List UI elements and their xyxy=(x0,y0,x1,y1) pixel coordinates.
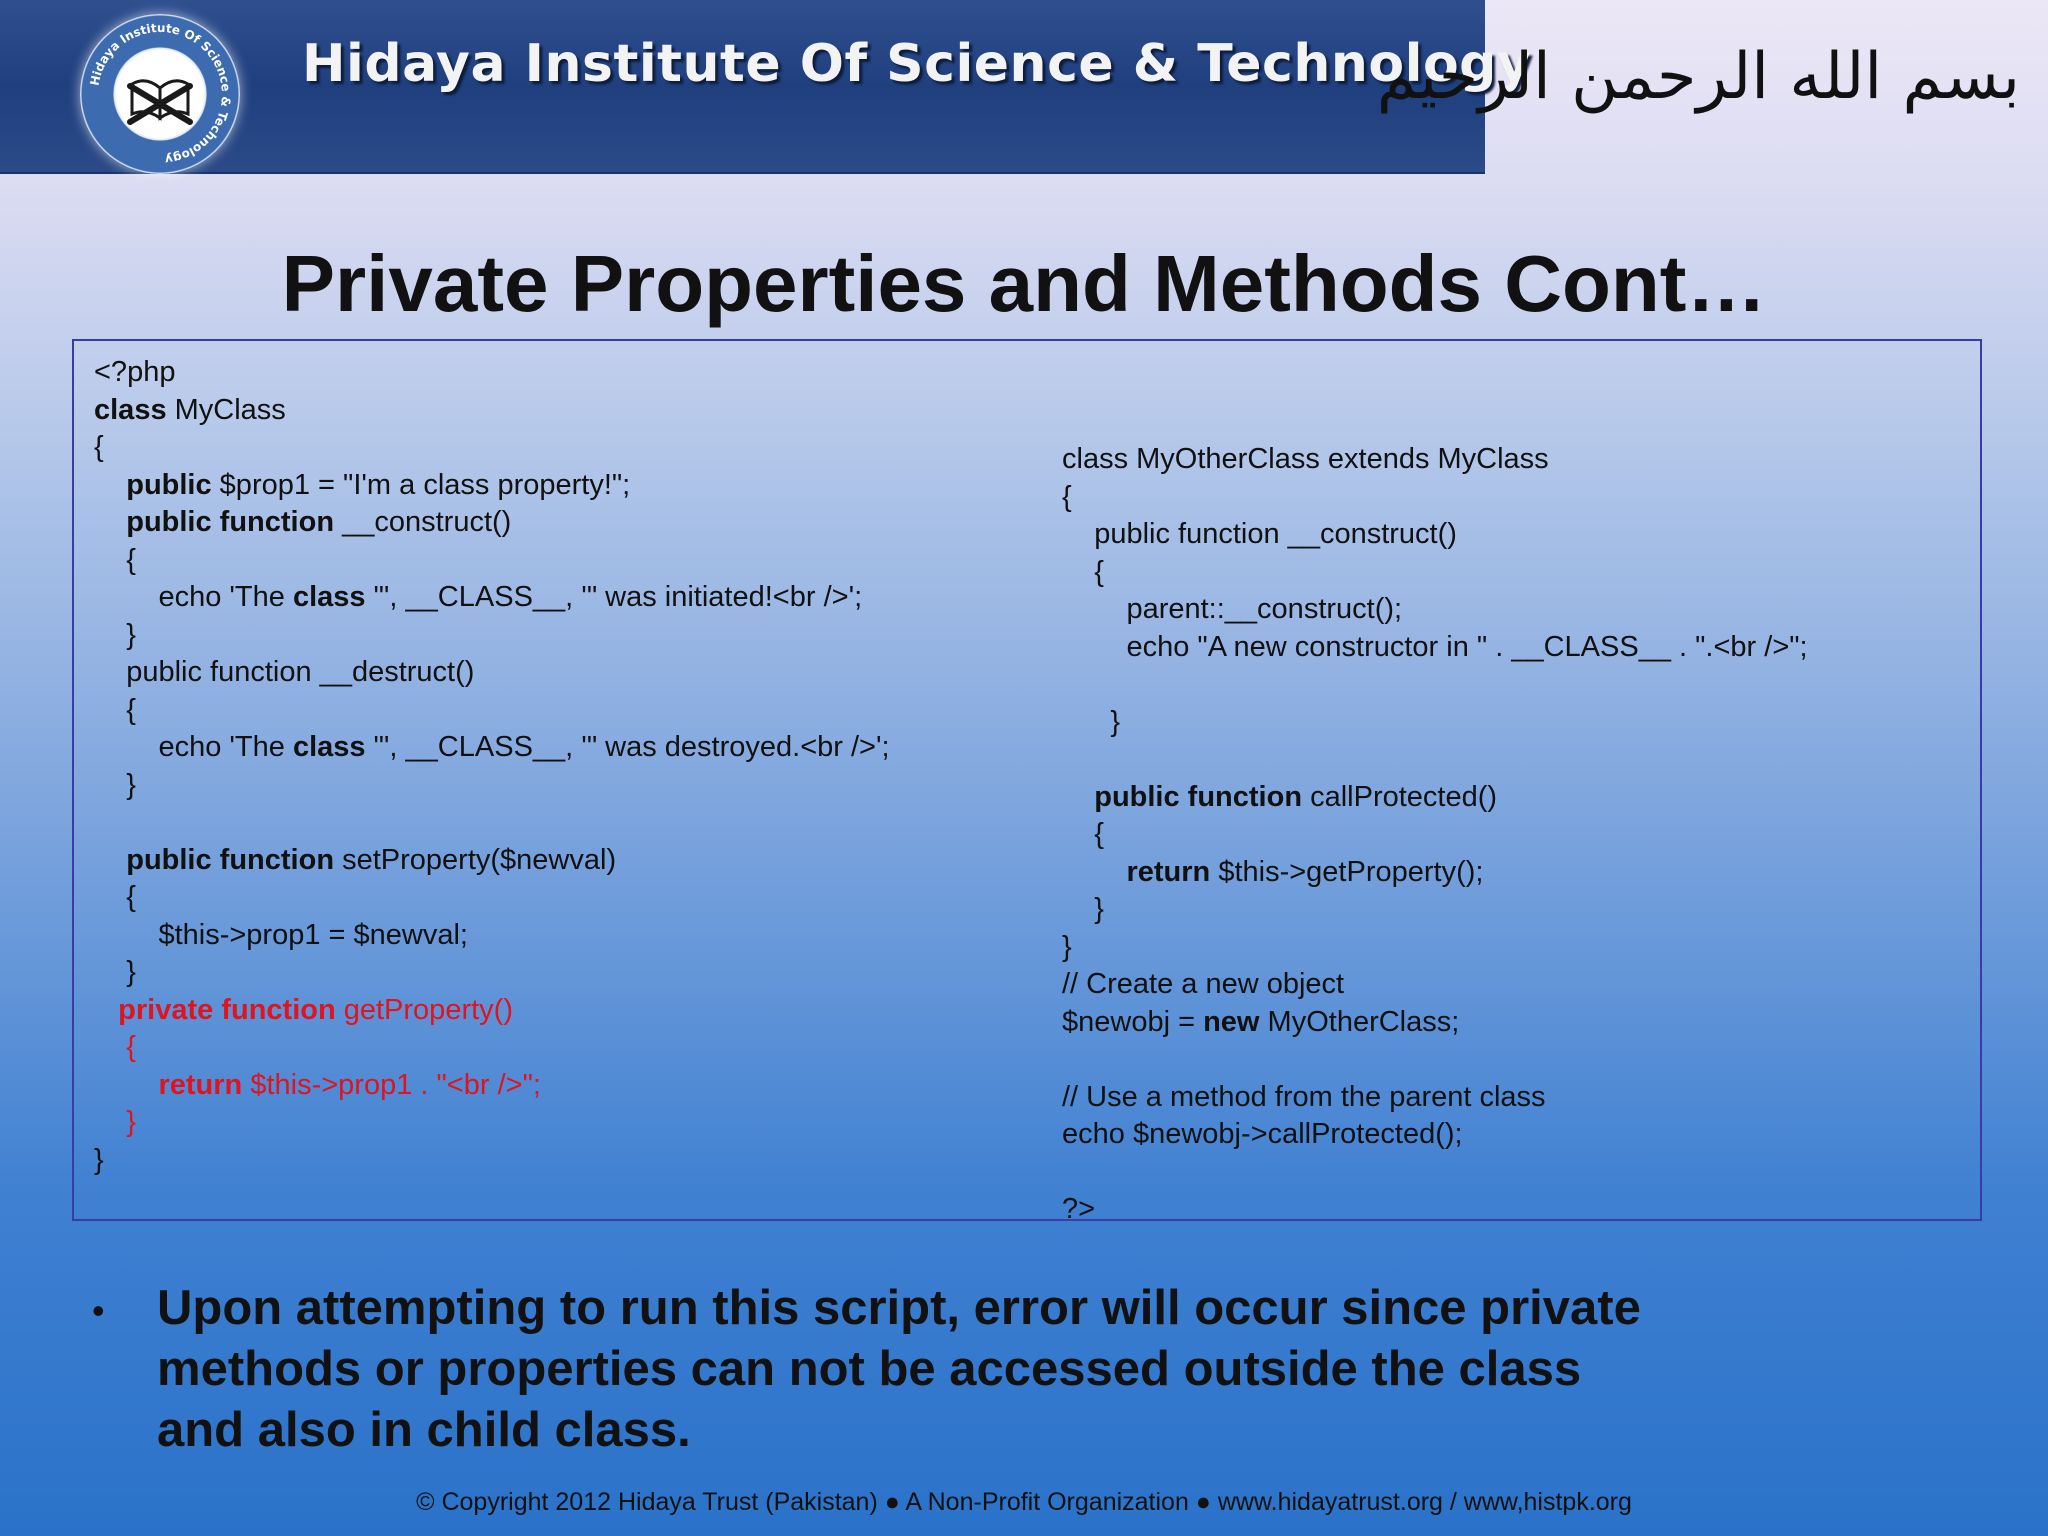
code-token: echo 'The xyxy=(94,731,293,763)
code-token: public function __construct() xyxy=(1062,518,1457,550)
code-token: public function xyxy=(126,506,335,538)
code-token: } xyxy=(94,618,136,651)
code-line xyxy=(94,504,890,542)
code-token: { xyxy=(94,431,104,463)
code-token: echo 'The xyxy=(94,581,293,613)
code-token: ?> xyxy=(1062,1193,1096,1225)
code-token xyxy=(94,844,126,876)
code-token: { xyxy=(94,543,136,576)
code-token: // Create a new object xyxy=(1062,968,1345,1000)
code-line xyxy=(1062,929,1808,967)
code-token: class xyxy=(292,581,366,613)
code-token: public function xyxy=(1094,780,1303,813)
code-token: class xyxy=(94,393,167,426)
code-token: } xyxy=(94,956,136,988)
code-line xyxy=(1062,966,1808,1004)
code-token: __construct() xyxy=(334,506,512,538)
code-line xyxy=(1062,854,1808,892)
code-line xyxy=(1062,816,1808,854)
footer-copyright: © Copyright 2012 Hidaya Trust (Pakistan) ● A Non-Profit Organization ● www.hidayatrust.org / www,histpk.org xyxy=(416,1488,1632,1516)
code-line xyxy=(94,804,890,842)
code-line xyxy=(94,1067,890,1105)
code-line xyxy=(1062,891,1808,929)
code-token: // Use a method from the parent class xyxy=(1062,1080,1546,1113)
code-line xyxy=(1062,554,1808,592)
code-line xyxy=(1062,741,1808,779)
code-line xyxy=(94,579,890,617)
code-line xyxy=(1062,629,1808,667)
code-line xyxy=(1062,666,1808,704)
code-line xyxy=(94,992,890,1030)
code-line xyxy=(94,729,890,767)
code-line xyxy=(1062,1079,1808,1117)
code-line xyxy=(94,879,890,917)
code-token: $this->getProperty(); xyxy=(1210,855,1484,888)
code-line xyxy=(94,1104,890,1142)
code-token: private function xyxy=(118,993,336,1026)
code-token: } xyxy=(1062,705,1121,738)
code-token: public function xyxy=(126,843,335,876)
code-line xyxy=(94,1142,890,1180)
code-token: echo $newobj->callProtected(); xyxy=(1062,1118,1463,1150)
code-line xyxy=(94,542,890,580)
code-token: callProtected() xyxy=(1302,780,1498,813)
institute-logo xyxy=(80,14,240,174)
code-token: MyOtherClass; xyxy=(1259,1005,1460,1038)
institute-name: Hidaya Institute Of Science & Technology xyxy=(302,34,1532,94)
code-token: $prop1 = "I'm a class property!"; xyxy=(211,468,631,501)
code-token: class xyxy=(292,731,366,763)
code-line xyxy=(1062,441,1808,479)
code-token: { xyxy=(94,693,136,726)
code-line xyxy=(94,842,890,880)
header-banner xyxy=(0,0,1532,174)
code-column-right xyxy=(1062,441,1808,1229)
code-line xyxy=(94,354,890,392)
code-token: getProperty() xyxy=(335,993,513,1026)
code-column-left xyxy=(94,354,890,1179)
code-line xyxy=(94,954,890,992)
code-line xyxy=(94,1029,890,1067)
quran-book-icon xyxy=(80,14,240,174)
code-token: setProperty($newval) xyxy=(334,843,617,876)
code-token: "', __CLASS__, '" was initiated!<br />'; xyxy=(365,581,863,613)
code-token: echo "A new constructor in " . __CLASS__ . ".<br />"; xyxy=(1062,630,1808,663)
code-box xyxy=(72,339,1982,1225)
code-token: parent::__construct(); xyxy=(1062,593,1403,625)
code-line xyxy=(1062,1041,1808,1079)
code-line xyxy=(1062,1004,1808,1042)
code-token: { xyxy=(1062,480,1072,513)
code-line xyxy=(1062,1154,1808,1192)
code-line xyxy=(94,467,890,505)
code-token xyxy=(94,994,118,1026)
code-token: $newobj = xyxy=(1062,1005,1204,1038)
code-token: class MyOtherClass extends MyClass xyxy=(1062,443,1549,475)
code-token xyxy=(94,1069,158,1101)
code-token xyxy=(94,506,126,538)
code-token: $this->prop1 = $newval; xyxy=(94,918,468,951)
code-token: public xyxy=(126,468,212,501)
code-line xyxy=(94,617,890,655)
code-token: { xyxy=(1062,818,1104,850)
code-line xyxy=(1062,591,1808,629)
code-token: { xyxy=(94,1031,136,1063)
code-line xyxy=(1062,779,1808,817)
code-line xyxy=(94,917,890,955)
code-token: } xyxy=(1062,893,1104,925)
code-token: { xyxy=(1062,555,1104,588)
code-token: MyClass xyxy=(166,393,286,426)
bullet-text: Upon attempting to run this script, error will occur since private methods or properties can not be accessed outside the class and also in child class. xyxy=(157,1281,1641,1457)
code-token xyxy=(1062,781,1094,813)
slide-title: Private Properties and Methods Cont… xyxy=(281,239,1767,328)
code-line xyxy=(1062,516,1808,554)
code-line xyxy=(94,429,890,467)
code-token: public function __destruct() xyxy=(94,656,475,688)
bullet-dot-icon: • xyxy=(92,1290,105,1331)
bismillah-calligraphy: بسم الله الرحمن الرحيم xyxy=(1376,40,2020,114)
code-token: new xyxy=(1203,1005,1260,1038)
code-token xyxy=(94,469,126,501)
code-token: return xyxy=(158,1068,243,1101)
logo-ring-text: Hidaya Institute Of Science & Technology xyxy=(87,20,234,167)
code-token: "', __CLASS__, '" was destroyed.<br />'; xyxy=(365,731,890,763)
code-token: } xyxy=(94,768,136,801)
code-line xyxy=(94,767,890,805)
code-line xyxy=(1062,479,1808,517)
code-token: } xyxy=(94,1143,104,1176)
code-line xyxy=(94,392,890,430)
code-line xyxy=(1062,1116,1808,1154)
code-line xyxy=(1062,704,1808,742)
code-line xyxy=(94,692,890,730)
code-token: <?php xyxy=(94,356,176,388)
code-token: } xyxy=(1062,930,1072,963)
code-token: } xyxy=(94,1106,136,1138)
code-token: return xyxy=(1126,855,1211,888)
code-line xyxy=(1062,1191,1808,1229)
code-token: { xyxy=(94,881,136,913)
code-token xyxy=(1062,856,1126,888)
code-token: $this->prop1 . "<br />"; xyxy=(242,1068,541,1101)
code-line xyxy=(94,654,890,692)
